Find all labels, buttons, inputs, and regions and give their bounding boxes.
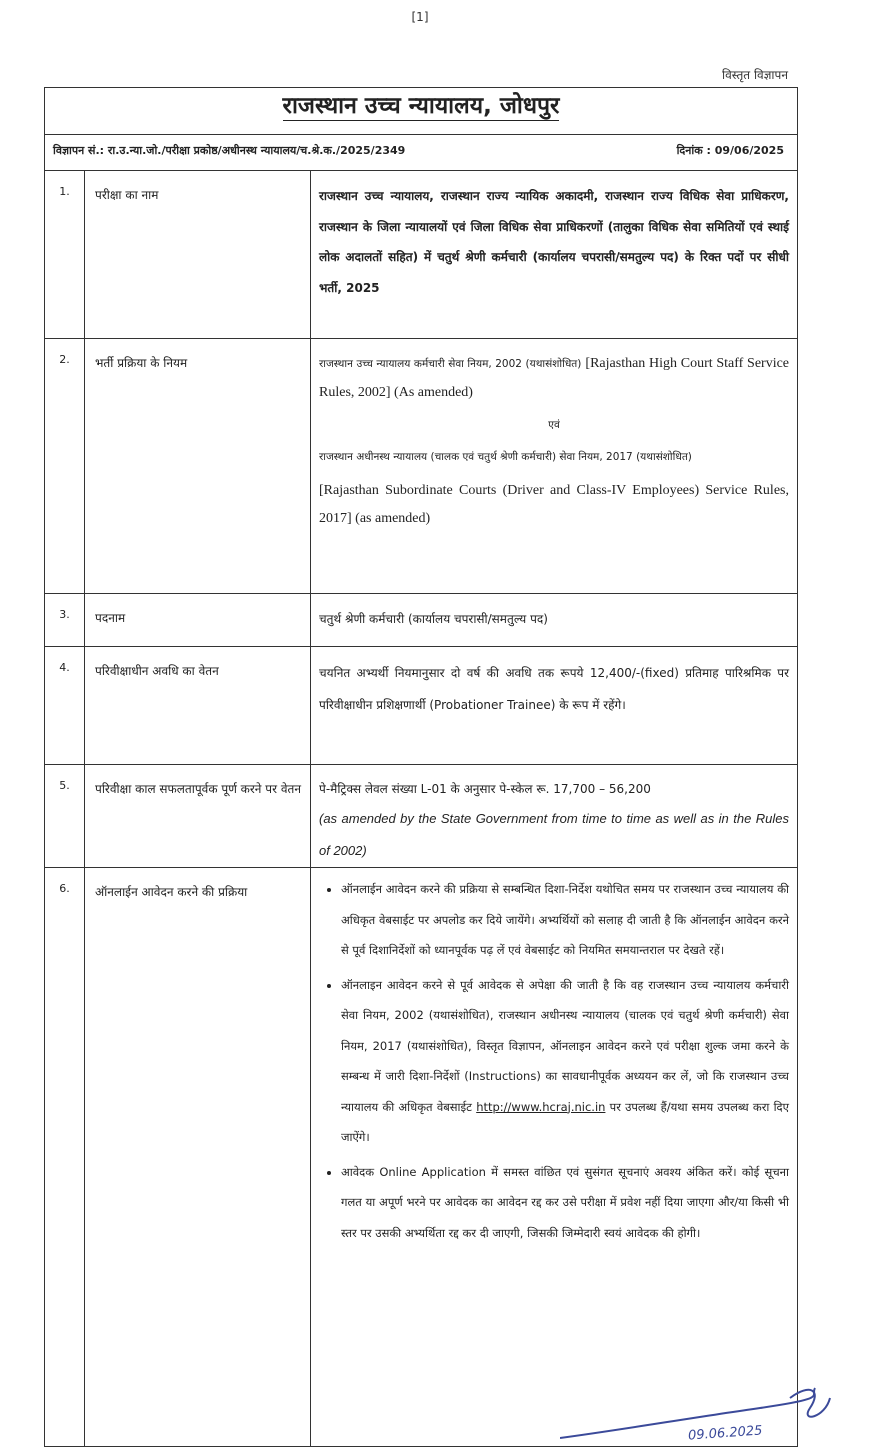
notice-date: दिनांक : 09/06/2025	[676, 144, 784, 157]
row-number: 4.	[45, 647, 85, 764]
row-label: परीक्षा का नाम	[85, 171, 311, 338]
row-label: परिवीक्षाधीन अवधि का वेतन	[85, 647, 311, 764]
pay-scale-note: (as amended by the State Government from time to time as well as in the Rules of 2002)	[319, 811, 789, 858]
row-number: 5.	[45, 765, 85, 867]
rules-2002-english: [Rajasthan High Court Staff Service Rules, 2002] (As amended)	[319, 356, 790, 400]
row-label: परिवीक्षा काल सफलतापूर्वक पूर्ण करने पर वेतन	[85, 765, 311, 867]
row-label: पदनाम	[85, 594, 311, 646]
list-item: • ऑनलाईन आवेदन करने की प्रक्रिया से सम्बन्धित दिशा-निर्देश यथोचित समय पर राजस्थान उच्च न्यायालय की अधिकृत वेबसाईट पर अपलोड कर दिये जायेंगे। अभ्यर्थियों को सलाह दी जाती है कि ऑनलाईन आवेदन करने से पूर्व दिशानिर्देशों को ध्यानपूर्वक पढ़ लें एवं वेबसाईट को नियमित समयान्तराल पर देखते रहें।	[341, 874, 789, 966]
document-type: विस्तृत विज्ञापन	[722, 68, 788, 82]
row-value: चतुर्थ श्रेणी कर्मचारी (कार्यालय चपरासी/समतुल्य पद)	[319, 612, 548, 626]
notice-frame	[44, 87, 798, 1447]
table-row	[45, 867, 797, 1447]
instruction-tail: पर उपलब्ध हैं/यथा समय उपलब्ध करा दिए जाऐंगे।	[341, 1099, 790, 1144]
signature-date: 09.06.2025	[687, 1423, 763, 1444]
website-link[interactable]: http://www.hcraj.nic.in	[476, 1099, 606, 1114]
list-item	[341, 970, 789, 1153]
row-value: चयनित अभ्यर्थी नियमानुसार दो वर्ष की अवधि तक रूपये 12,400/-(fixed) प्रतिमाह पारिश्रमिक पर परिवीक्षाधीन प्रशिक्षणार्थी (Probationer Trainee) के रूप में रहेंगे।	[319, 666, 789, 712]
row-value: राजस्थान उच्च न्यायालय, राजस्थान राज्य न्यायिक अकादमी, राजस्थान राज्य विधिक सेवा प्राधिकरण, राजस्थान के जिला न्यायालयों एवं जिला विधिक सेवा प्राधिकरणों (तालुका विधिक सेवा समितियों एवं स्थाई लोक अदालतों सहित) में चतुर्थ श्रेणी कर्मचारी (कार्यालय चपरासी/समतुल्य पद) के रिक्त पदों पर सीधी भर्ती, 2025	[319, 189, 789, 295]
table-row	[45, 338, 797, 593]
application-instructions	[319, 874, 789, 1248]
instruction-text: ऑनलाइन आवेदन करने से पूर्व आवेदक से अपेक्षा की जाती है कि वह राजस्थान उच्च न्यायालय कर्मचारी सेवा नियम, 2002 (यथासंशोधित), राजस्थान अधीनस्थ न्यायालय (चालक एवं चतुर्थ श्रेणी कर्मचारी) सेवा नियम, 2017 (यथासंशोधित), विस्तृत विज्ञापन, ऑनलाइन आवेदन करने एवं परीक्षा शुल्क जमा करने के सम्बन्ध में जारी दिशा-निर्देशों (Instructions) का सावधानीपूर्वक अध्ययन कर लें, जो कि राजस्थान उच्च न्यायालय की अधिकृत वेबसाईट	[341, 977, 789, 1114]
notice-reference-line	[53, 143, 789, 158]
row-number: 1.	[45, 171, 85, 338]
list-item: • आवेदक Online Application में समस्त वांछित एवं सुसंगत सूचनाएं अवश्य अंकित करें। कोई सूचना गलत या अपूर्ण भरने पर आवेदक का आवेदन रद्द कर उसे परीक्षा में प्रवेश नहीं दिया जाएगा और/या किसी भी स्तर पर उसकी अभ्यर्थिता रद्द कर दी जाएगी, जिसकी जिम्मेदारी स्वयं आवेदक की होगी।	[341, 1157, 789, 1249]
notice-reference: विज्ञापन सं.: रा.उ.न्या.जो./परीक्षा प्रकोष्ठ/अधीनस्थ न्यायालय/च.श्रे.क./2025/2349	[53, 144, 406, 157]
page-number: [1]	[411, 10, 429, 24]
table-row	[45, 764, 797, 867]
rules-2002-hindi: राजस्थान उच्च न्यायालय कर्मचारी सेवा नियम, 2002 (यथासंशोधित)	[319, 358, 582, 370]
pay-scale: पे-मैट्रिक्स लेवल संख्या L-01 के अनुसार पे-स्केल रू. 17,700 – 56,200	[319, 782, 651, 796]
table-row	[45, 646, 797, 764]
rules-2017-english: [Rajasthan Subordinate Courts (Driver and Class-IV Employees) Service Rules, 2017] (as amended)	[319, 483, 789, 526]
row-number: 2.	[45, 339, 85, 593]
row-label: ऑनलाईन आवेदन करने की प्रक्रिया	[85, 868, 311, 1447]
row-number: 6.	[45, 868, 85, 1447]
row-label: भर्ती प्रक्रिया के नियम	[85, 339, 311, 593]
row-number: 3.	[45, 594, 85, 646]
row-value	[311, 765, 797, 867]
rules-2017-hindi: राजस्थान अधीनस्थ न्यायालय (चालक एवं चतुर्थ श्रेणी कर्मचारी) सेवा नियम, 2017 (यथासंशोधित)	[319, 451, 692, 463]
row-value	[311, 868, 797, 1447]
court-title-text: राजस्थान उच्च न्यायालय, जोधपुर	[282, 93, 560, 119]
row-value	[311, 339, 797, 593]
table-row	[45, 593, 797, 646]
table-row	[45, 170, 797, 338]
court-title	[45, 88, 797, 135]
rules-and: एवं	[548, 419, 560, 431]
